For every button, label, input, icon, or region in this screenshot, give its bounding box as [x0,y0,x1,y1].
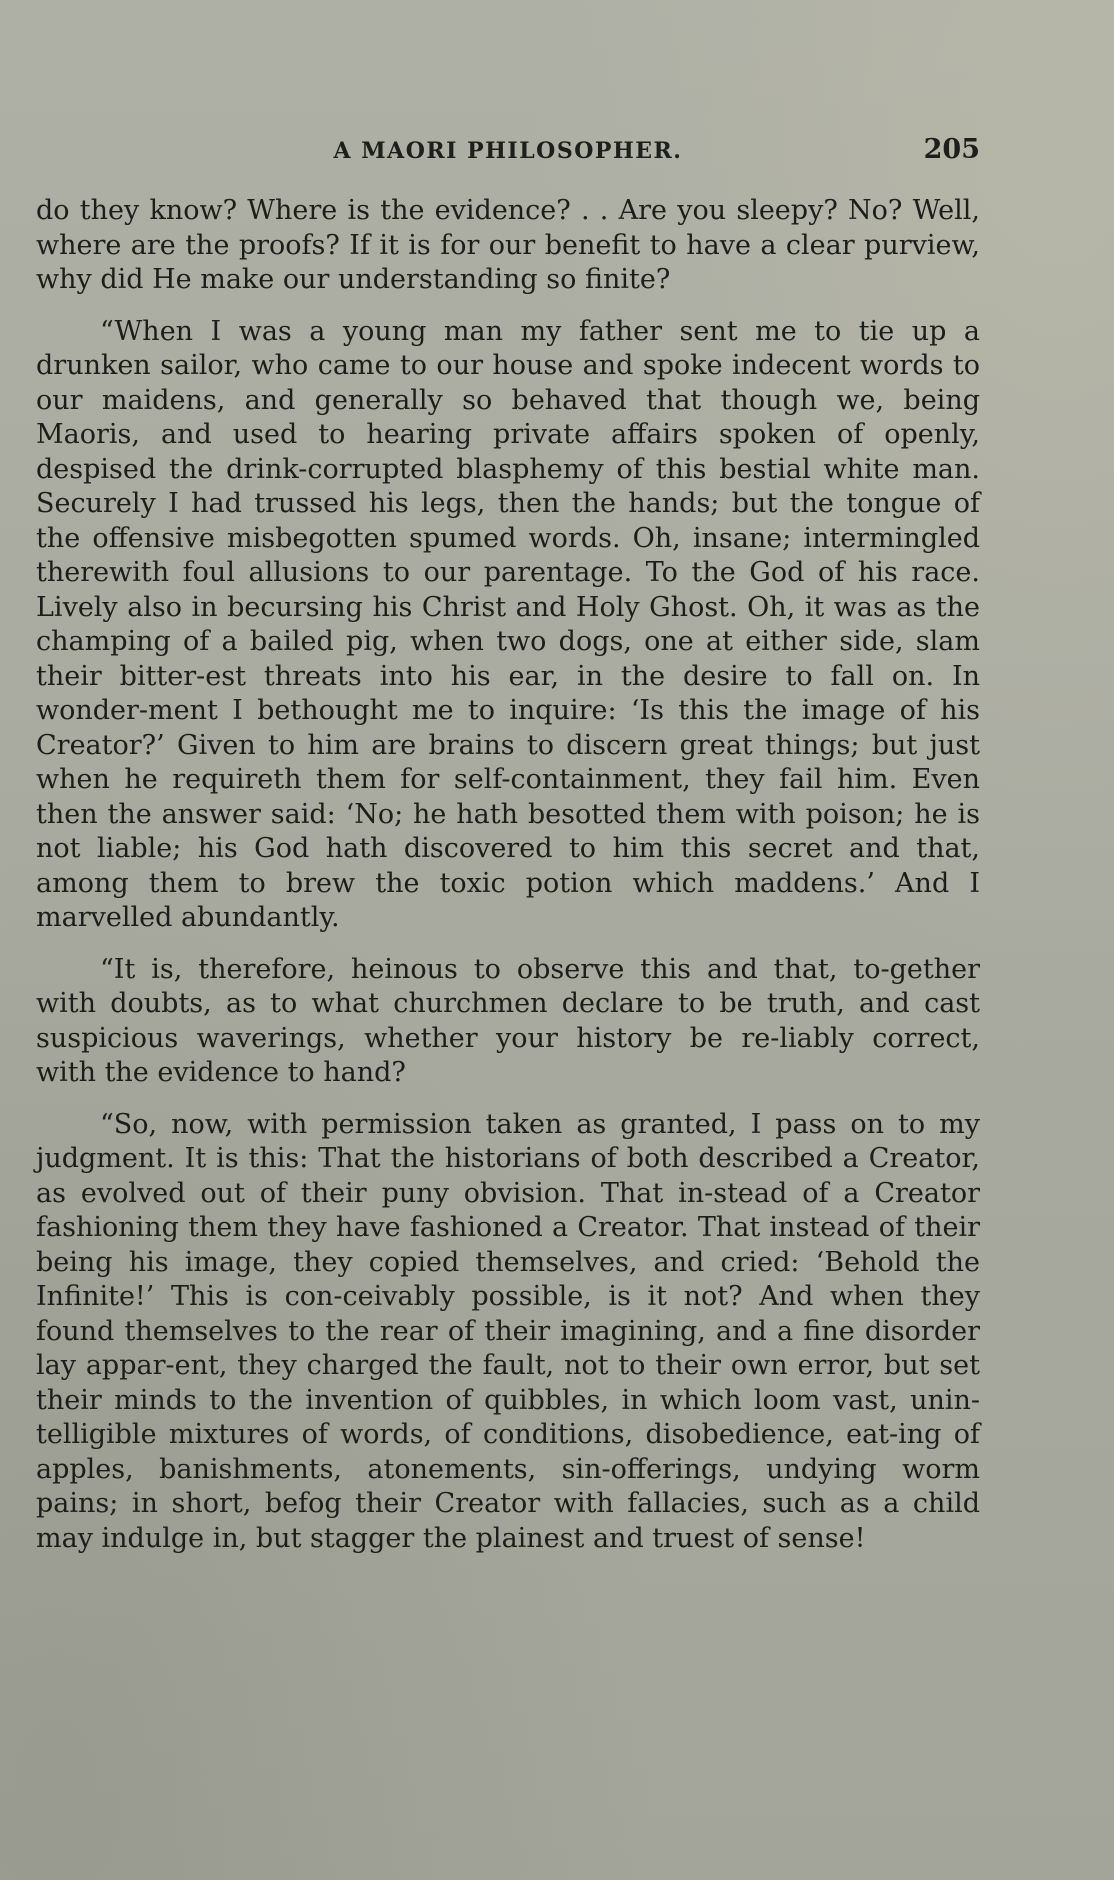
page-number: 205 [923,134,980,165]
body-text [36,194,980,1573]
paragraph-judgment: “So, now, with permission taken as granted, I pass on to my judgment. It is this: That the historians of both described a Creator, as evolved out of their puny obvision. That in-stead of a Creator fashioning them they have fashioned a Creator. That instead of their being his image, they copied themselves, and cried: ‘Behold the Infinite!’ This is con-ceivably possible, is it not? And when they found themselves to the rear of their imagining, and a fine disorder lay appar-ent, they charged the fault, not to their own error, but set their minds to the invention of quibbles, in which loom vast, unin-telligible mixtures of words, of conditions, disobedience, eat-ing of apples, banishments, atonements, sin-offerings, undying worm pains; in short, befog their Creator with fallacies, such as a child may indulge in, but stagger the plainest and truest of sense! [36,1108,980,1554]
running-title: A MAORI PHILOSOPHER. [333,138,683,164]
paragraph-drunken-sailor: “When I was a young man my father sent me to tie up a drunken sailor, who came to our house and spoke indecent words to our maidens, and generally so behaved that though we, being Maoris, and used to hearing private affairs spoken of openly, despised the drink-corrupted blasphemy of this bestial white man. Securely I had trussed his legs, then the hands; but the tongue of the offensive misbegotten spumed words. Oh, insane; intermingled therewith foul allusions to our parentage. To the God of his race. Lively also in becursing his Christ and Holy Ghost. Oh, it was as the champing of a bailed pig, when two dogs, one at either side, slam their bitter-est threats into his ear, in the desire to fall on. In wonder-ment I bethought me to inquire: ‘Is this the image of his Creator?’ Given to him are brains to discern great things; but just when he requireth them for self-containment, they fail him. Even then the answer said: ‘No; he hath besotted them with poison; he is not liable; his God hath discovered to him this secret and that, among them to brew the toxic potion which maddens.’ And I marvelled abundantly. [36,315,980,933]
page-header [36,130,980,170]
paragraph-continuation: do they know? Where is the evidence? . . Are you sleepy? No? Well, where are the proofs? If it is for our benefit to have a clear purview, why did He make our understanding so finite? [36,195,980,295]
paragraph-heinous: “It is, therefore, heinous to observe this and that, to-gether with doubts, as to what churchmen declare to be truth, and cast suspicious waverings, whether your history be re-liably correct, with the evidence to hand? [36,953,980,1088]
